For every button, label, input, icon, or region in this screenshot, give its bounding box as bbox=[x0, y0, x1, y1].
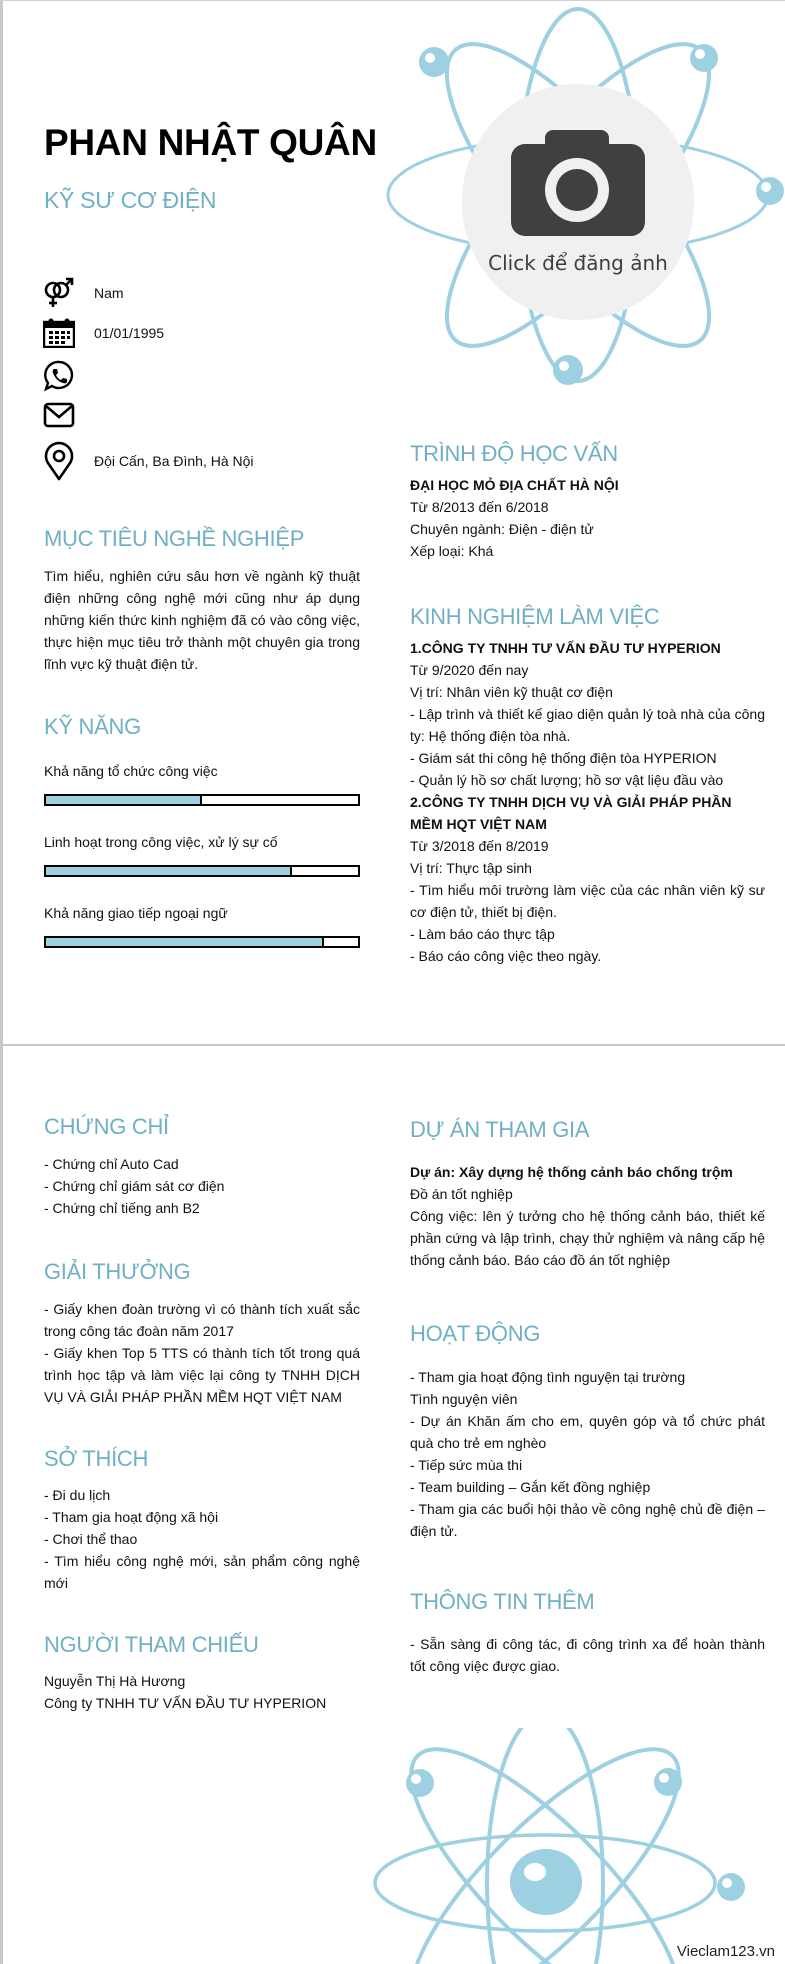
certificate-item: - Chứng chỉ tiếng anh B2 bbox=[44, 1200, 200, 1216]
birthday-value: 01/01/1995 bbox=[94, 325, 165, 341]
experience-block bbox=[410, 637, 765, 967]
contact-phone bbox=[42, 359, 362, 393]
reference-name: Nguyễn Thị Hà Hương bbox=[44, 1673, 186, 1689]
activity-item: - Dự án Khăn ấm cho em, quyên góp và tổ chức phát quà cho trẻ em nghèo bbox=[410, 1413, 765, 1451]
additional-text: - Sẵn sàng đi công tác, đi công trình xa để hoàn thành tốt công việc được giao. bbox=[410, 1636, 765, 1674]
job-company: 2.CÔNG TY TNHH DỊCH VỤ VÀ GIẢI PHÁP PHẦN MỀM HQT VIỆT NAM bbox=[410, 794, 732, 832]
job-task: - Làm báo cáo thực tập bbox=[410, 926, 555, 942]
education-major: Chuyên ngành: Điện - điện tử bbox=[410, 521, 594, 537]
skill-bar bbox=[44, 936, 360, 948]
skill-label: Linh hoạt trong công việc, xử lý sự cố bbox=[44, 834, 278, 850]
additional-title: THÔNG TIN THÊM bbox=[410, 1589, 595, 1614]
activities-title: HOẠT ĐỘNG bbox=[410, 1321, 541, 1346]
award-item: - Giấy khen đoàn trường vì có thành tích xuất sắc trong công tác đoàn năm 2017 bbox=[44, 1301, 360, 1339]
certificate-item: - Chứng chỉ Auto Cad bbox=[44, 1156, 179, 1172]
skill-bar-fill bbox=[46, 867, 292, 875]
skill-bar-fill bbox=[46, 796, 202, 804]
project-name: Dự án: Xây dựng hệ thống cảnh báo chống trộm bbox=[410, 1164, 733, 1180]
activities-list bbox=[410, 1366, 765, 1542]
atom-decoration-bottom bbox=[360, 1728, 780, 1964]
education-block bbox=[410, 474, 765, 562]
hobbies-list bbox=[44, 1484, 360, 1594]
contact-email bbox=[42, 398, 362, 432]
gender-value: Nam bbox=[94, 285, 124, 301]
hobbies-title: SỞ THÍCH bbox=[44, 1446, 149, 1471]
email-icon bbox=[42, 398, 76, 432]
skill-label: Khả năng giao tiếp ngoại ngữ bbox=[44, 905, 228, 921]
contact-birthday bbox=[42, 316, 362, 350]
job-company: 1.CÔNG TY TNHH TƯ VẤN ĐẦU TƯ HYPERION bbox=[410, 640, 721, 656]
contact-address bbox=[42, 441, 362, 481]
references-block bbox=[44, 1670, 374, 1714]
award-item: - Giấy khen Top 5 TTS có thành tích tốt trong quá trình học tập và làm việc lại công ty TNHH DỊCH VỤ VÀ GIẢI PHÁP PHẦN MỀM HQT VIỆT NAM bbox=[44, 1345, 360, 1405]
hobby-item: - Tham gia hoạt động xã hội bbox=[44, 1509, 219, 1525]
phone-icon bbox=[42, 359, 76, 393]
hobby-item: - Chơi thể thao bbox=[44, 1531, 138, 1547]
job-task: - Quản lý hồ sơ chất lượng; hồ sơ vật liệu đầu vào bbox=[410, 772, 724, 788]
projects-title: DỰ ÁN THAM GIA bbox=[410, 1117, 590, 1142]
contact-gender bbox=[42, 276, 362, 310]
job-position: Vị trí: Thực tập sinh bbox=[410, 860, 532, 876]
certificate-item: - Chứng chỉ giám sát cơ điện bbox=[44, 1178, 225, 1194]
page-break bbox=[3, 1044, 785, 1046]
awards-list bbox=[44, 1298, 360, 1408]
certificates-list bbox=[44, 1153, 360, 1219]
education-grade: Xếp loại: Khá bbox=[410, 543, 494, 559]
skill-bar bbox=[44, 794, 360, 806]
activity-item: - Tiếp sức mùa thi bbox=[410, 1457, 523, 1473]
location-icon bbox=[42, 441, 76, 481]
candidate-name: PHAN NHẬT QUÂN bbox=[44, 122, 377, 163]
watermark: Vieclam123.vn bbox=[676, 1943, 775, 1960]
calendar-icon bbox=[42, 316, 76, 350]
skills-title: KỸ NĂNG bbox=[44, 714, 141, 739]
activity-item: - Tham gia các buổi hội thảo về công nghệ chủ đề điện – điện tử. bbox=[410, 1501, 765, 1539]
awards-title: GIẢI THƯỞNG bbox=[44, 1259, 191, 1284]
activity-item: - Tham gia hoạt động tình nguyện tại trường bbox=[410, 1369, 686, 1385]
job-task: - Giám sát thi công hệ thống điện tòa HYPERION bbox=[410, 750, 717, 766]
job-title: KỸ SƯ CƠ ĐIỆN bbox=[44, 187, 217, 213]
camera-icon[interactable] bbox=[508, 124, 648, 244]
page-left-edge bbox=[0, 0, 3, 1964]
certificates-title: CHỨNG CHỈ bbox=[44, 1114, 169, 1139]
job-position: Vị trí: Nhân viên kỹ thuật cơ điện bbox=[410, 684, 613, 700]
address-value: Đội Cấn, Ba Đình, Hà Nội bbox=[94, 453, 254, 469]
project-description: Công việc: lên ý tưởng cho hệ thống cảnh báo, thiết kế phần cứng và lập trình, chạy thử nghiệm và nâng cấp hệ thống cảnh báo. Báo cáo đồ án tốt nghiệp bbox=[410, 1208, 765, 1268]
skill-label: Khả năng tổ chức công việc bbox=[44, 763, 218, 779]
photo-upload-label[interactable]: Click để đăng ảnh bbox=[488, 251, 668, 275]
hobby-item: - Tìm hiểu công nghệ mới, sản phẩm công nghệ mới bbox=[44, 1553, 360, 1591]
job-task: - Lập trình và thiết kế giao diện quản lý toà nhà của công ty: Hệ thống điện tòa nhà. bbox=[410, 706, 765, 744]
job-period: Từ 9/2020 đến nay bbox=[410, 662, 529, 678]
job-period: Từ 3/2018 đến 8/2019 bbox=[410, 838, 549, 854]
school-name: ĐẠI HỌC MỎ ĐỊA CHẤT HÀ NỘI bbox=[410, 477, 619, 493]
project-type: Đồ án tốt nghiệp bbox=[410, 1186, 513, 1202]
job-task: - Báo cáo công việc theo ngày. bbox=[410, 948, 602, 964]
hobby-item: - Đi du lịch bbox=[44, 1487, 111, 1503]
activity-item: - Team building – Gắn kết đồng nghiệp bbox=[410, 1479, 651, 1495]
references-title: NGƯỜI THAM CHIẾU bbox=[44, 1632, 259, 1657]
objective-text: Tìm hiểu, nghiên cứu sâu hơn về ngành kỹ thuật điện những công nghệ mới cũng như áp dụng những kiến thức kinh nghiệm đã có vào công việc, thực hiện mục tiêu trở thành một chuyên gia trong lĩnh vực kỹ thuật điện tử. bbox=[44, 568, 360, 672]
objective-title: MỤC TIÊU NGHỀ NGHIỆP bbox=[44, 526, 305, 551]
skill-bar-fill bbox=[46, 938, 324, 946]
projects-block bbox=[410, 1161, 765, 1271]
gender-icon bbox=[42, 276, 76, 310]
reference-company: Công ty TNHH TƯ VẤN ĐẦU TƯ HYPERION bbox=[44, 1695, 327, 1711]
activity-item: Tình nguyện viên bbox=[410, 1391, 518, 1407]
education-period: Từ 8/2013 đến 6/2018 bbox=[410, 499, 549, 515]
experience-title: KINH NGHIỆM LÀM VIỆC bbox=[410, 604, 660, 629]
skill-bar bbox=[44, 865, 360, 877]
job-task: - Tìm hiểu môi trường làm việc của các nhân viên kỹ sư cơ điện tử, thiết bị điện. bbox=[410, 882, 765, 920]
education-title: TRÌNH ĐỘ HỌC VẤN bbox=[410, 441, 618, 466]
